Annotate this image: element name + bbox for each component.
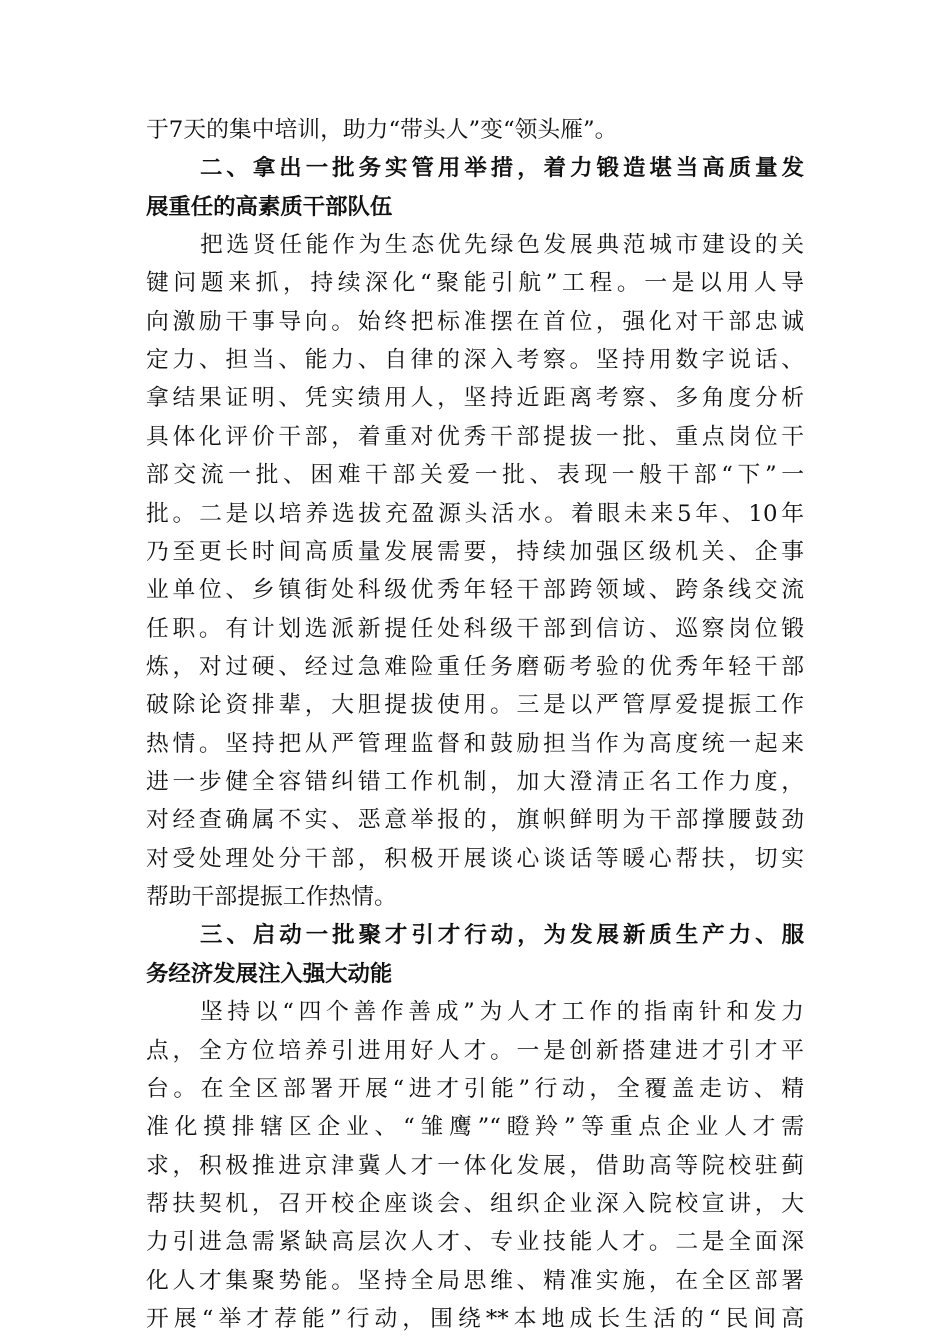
paragraph-line: 定力、担当、能力、自律的深入考察。坚持用数字说话、	[146, 347, 804, 373]
paragraph-line: 台。在全区部署开展“进才引能”行动，全覆盖走访、精	[146, 1076, 804, 1102]
paragraph-line: 力引进急需紧缺高层次人才、专业技能人才。二是全面深	[146, 1229, 804, 1255]
paragraph-line: 准化摸排辖区企业、“雏鹰”“瞪羚”等重点企业人才需	[146, 1114, 804, 1140]
section-heading-line: 务经济发展注入强大动能	[146, 961, 393, 987]
paragraph-line: 任职。有计划选派新提任处科级干部到信访、巡察岗位锻	[146, 616, 804, 642]
paragraph-line: 点，全方位培养引进用好人才。一是创新搭建进才引才平	[146, 1038, 804, 1064]
paragraph-line: 具体化评价干部，着重对优秀干部提拔一批、重点岗位干	[146, 424, 804, 450]
paragraph-line: 乃至更长时间高质量发展需要，持续加强区级机关、企事	[146, 539, 804, 565]
paragraph-line: 开展“举才荐能”行动，围绕**本地成长生活的“民间高	[146, 1306, 804, 1332]
section-heading-line: 二、拿出一批务实管用举措，着力锻造堪当高质量发	[200, 155, 804, 181]
paragraph-line: 对经查确属不实、恶意举报的，旗帜鲜明为干部撑腰鼓劲	[146, 807, 804, 833]
section-heading-line: 三、启动一批聚才引才行动，为发展新质生产力、服	[200, 922, 804, 948]
paragraph-line: 把选贤任能作为生态优先绿色发展典范城市建设的关	[200, 232, 804, 258]
paragraph-line: 破除论资排辈，大胆提拔使用。三是以严管厚爱提振工作	[146, 692, 804, 718]
paragraph-line: 化人才集聚势能。坚持全局思维、精准实施，在全区部署	[146, 1268, 804, 1294]
paragraph-line: 于7天的集中培训，助力“带头人”变“领头雁”。	[146, 117, 618, 143]
paragraph-line: 坚持以“四个善作善成”为人才工作的指南针和发力	[200, 999, 804, 1025]
paragraph-line: 帮扶契机，召开校企座谈会、组织企业深入院校宣讲，大	[146, 1191, 804, 1217]
paragraph-line: 热情。坚持把从严管理监督和鼓励担当作为高度统一起来	[146, 731, 804, 757]
paragraph-line: 业单位、乡镇街处科级优秀年轻干部跨领域、跨条线交流	[146, 577, 804, 603]
paragraph-line: 向激励干事导向。始终把标准摆在首位，强化对干部忠诚	[146, 309, 804, 335]
paragraph-line: 进一步健全容错纠错工作机制，加大澄清正名工作力度，	[146, 769, 804, 795]
paragraph-line: 帮助干部提振工作热情。	[146, 884, 397, 910]
paragraph-line: 部交流一批、困难干部关爱一批、表现一般干部“下”一	[146, 462, 804, 488]
paragraph-line: 批。二是以培养选拔充盈源头活水。着眼未来5年、10年	[146, 501, 804, 527]
paragraph-line: 对受处理处分干部，积极开展谈心谈话等暖心帮扶，切实	[146, 846, 804, 872]
paragraph-line: 键问题来抓，持续深化“聚能引航”工程。一是以用人导	[146, 270, 804, 296]
paragraph-line: 炼，对过硬、经过急难险重任务磨砺考验的优秀年轻干部	[146, 654, 804, 680]
paragraph-line: 求，积极推进京津冀人才一体化发展，借助高等院校驻蓟	[146, 1153, 804, 1179]
paragraph-line: 拿结果证明、凭实绩用人，坚持近距离考察、多角度分析	[146, 385, 804, 411]
section-heading-line: 展重任的高素质干部队伍	[146, 194, 393, 220]
